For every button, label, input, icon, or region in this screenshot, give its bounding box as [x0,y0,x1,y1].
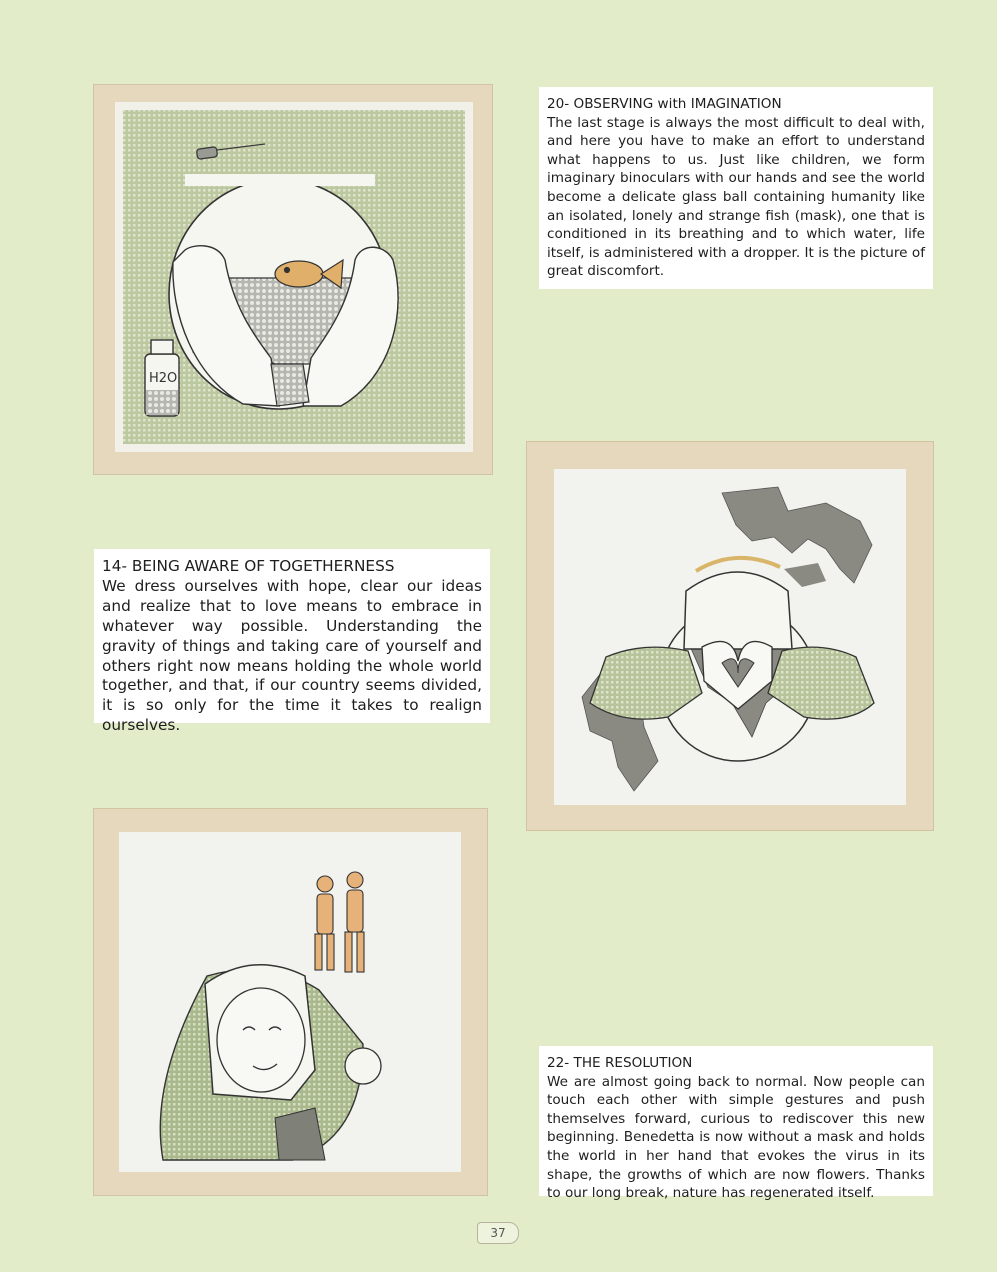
bottle-label: H2O [149,371,178,386]
map-heart-embroidery [526,441,934,831]
fishbowl-embroidery [93,84,493,475]
caption-observing-imagination [539,87,933,289]
page-number: 37 [477,1222,519,1244]
caption-title: 20- OBSERVING with IMAGINATION [547,96,782,112]
caption-title: 22- THE RESOLUTION [547,1055,693,1071]
caption-body: We are almost going back to normal. Now people can touch each other with simple gestures and push themselves forward, curious to rediscover this new beginning. Benedetta is now without a mask and holds the world in her hand that evokes the virus in its shape, the growths of which are now flowers. Thanks to our long break, nature has regenerated itself. [547,1073,925,1202]
caption-body: We dress ourselves with hope, clear our ideas and realize that to love means to embrace in whatever way possible. Understanding the gravity of things and taking care of yourself and others right now means holding the whole world together, and that, if our country seems divided, it is so only for the time it takes to realign ourselves. [102,576,482,735]
caption-being-aware [94,549,490,735]
caption-body: The last stage is always the most difficult to deal with, and here you have to make an effort to understand what happens to us. Just like children, we form imaginary binoculars with our hands and see the world become a delicate glass ball containing humanity like an isolated, lonely and strange fish (mask), one that is conditioned in its breathing and to which water, life itself, is administered with a dropper. It is the picture of great discomfort. [547,114,925,280]
artwork-being-aware [526,441,934,831]
artwork-resolution [93,808,488,1196]
artwork-observing-imagination [93,84,493,475]
resolution-embroidery [93,808,488,1196]
caption-title: 14- BEING AWARE OF TOGETHERNESS [102,557,395,575]
caption-resolution [539,1046,933,1202]
